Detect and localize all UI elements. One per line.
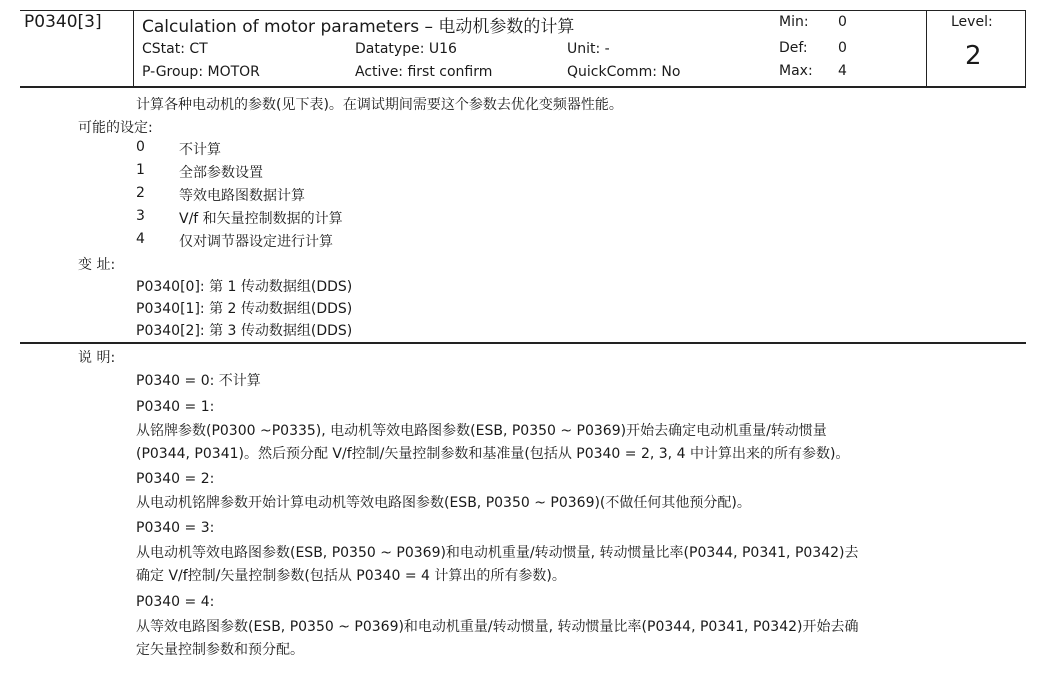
header-top-rule [20,10,1026,11]
notes-rule [20,342,1026,344]
quickcomm-field: QuickComm: No [567,64,681,80]
setting-value: 4 [136,231,145,247]
setting-text: V/f 和矢量控制数据的计算 [179,211,343,227]
setting-value: 0 [136,139,145,155]
cstat-field: CStat: CT [142,41,208,57]
parameter-description: 计算各种电动机的参数(见下表)。在调试期间需要这个参数去优化变频器性能。 [136,97,623,113]
header-divider-left [133,10,134,86]
pgroup-field: P-Group: MOTOR [142,64,260,80]
def-value: 0 [838,40,847,56]
active-field: Active: first confirm [355,64,493,80]
note-heading: P0340 = 1: [136,399,215,415]
max-label: Max: [779,63,813,79]
setting-value: 1 [136,162,145,178]
setting-text: 不计算 [179,142,221,158]
note-text: 从电动机等效电路图参数(ESB, P0350 ~ P0369)和电动机重量/转动惯量, 转动惯量比率(P0344, P0341, P0342)去 [136,545,859,561]
header-border-right [1025,10,1026,86]
min-label: Min: [779,14,809,30]
note-text: 从电动机铭牌参数开始计算电动机等效电路图参数(ESB, P0350 ~ P0369)(不做任何其他预分配)。 [136,495,751,511]
setting-text: 等效电路图数据计算 [179,188,305,204]
parameter-title: Calculation of motor parameters – 电动机参数的计算 [142,17,575,37]
note-text: 确定 V/f控制/矢量控制参数(包括从 P0340 = 4 计算出的所有参数)。 [136,568,566,584]
settings-label: 可能的设定: [78,120,153,136]
index-item: P0340[0]: 第 1 传动数据组(DDS) [136,279,353,295]
setting-value: 3 [136,208,145,224]
setting-value: 2 [136,185,145,201]
level-label: Level: [951,14,993,30]
note-text: 定矢量控制参数和预分配。 [136,642,304,658]
header-bottom-rule [20,86,1026,88]
def-label: Def: [779,40,808,56]
header-divider-right [926,10,927,86]
note-heading: P0340 = 0: 不计算 [136,373,261,389]
index-item: P0340[1]: 第 2 传动数据组(DDS) [136,301,353,317]
note-text: (P0344, P0341)。然后预分配 V/f控制/矢量控制参数和基准量(包括从 P0340 = 2, 3, 4 中计算出来的所有参数)。 [136,446,850,462]
setting-text: 仅对调节器设定进行计算 [179,234,333,250]
min-value: 0 [838,14,847,30]
note-heading: P0340 = 3: [136,520,215,536]
note-text: 从等效电路图参数(ESB, P0350 ~ P0369)和电动机重量/转动惯量, 转动惯量比率(P0344, P0341, P0342)开始去确 [136,619,859,635]
notes-label: 说 明: [78,350,116,366]
index-item: P0340[2]: 第 3 传动数据组(DDS) [136,323,353,339]
note-heading: P0340 = 4: [136,594,215,610]
note-heading: P0340 = 2: [136,471,215,487]
parameter-id: P0340[3] [24,12,102,32]
unit-field: Unit: - [567,41,610,57]
level-value: 2 [965,41,982,71]
setting-text: 全部参数设置 [179,165,263,181]
index-label: 变 址: [78,257,116,273]
max-value: 4 [838,63,847,79]
datatype-field: Datatype: U16 [355,41,457,57]
note-text: 从铭牌参数(P0300 ~P0335), 电动机等效电路图参数(ESB, P0350 ~ P0369)开始去确定电动机重量/转动惯量 [136,423,827,439]
